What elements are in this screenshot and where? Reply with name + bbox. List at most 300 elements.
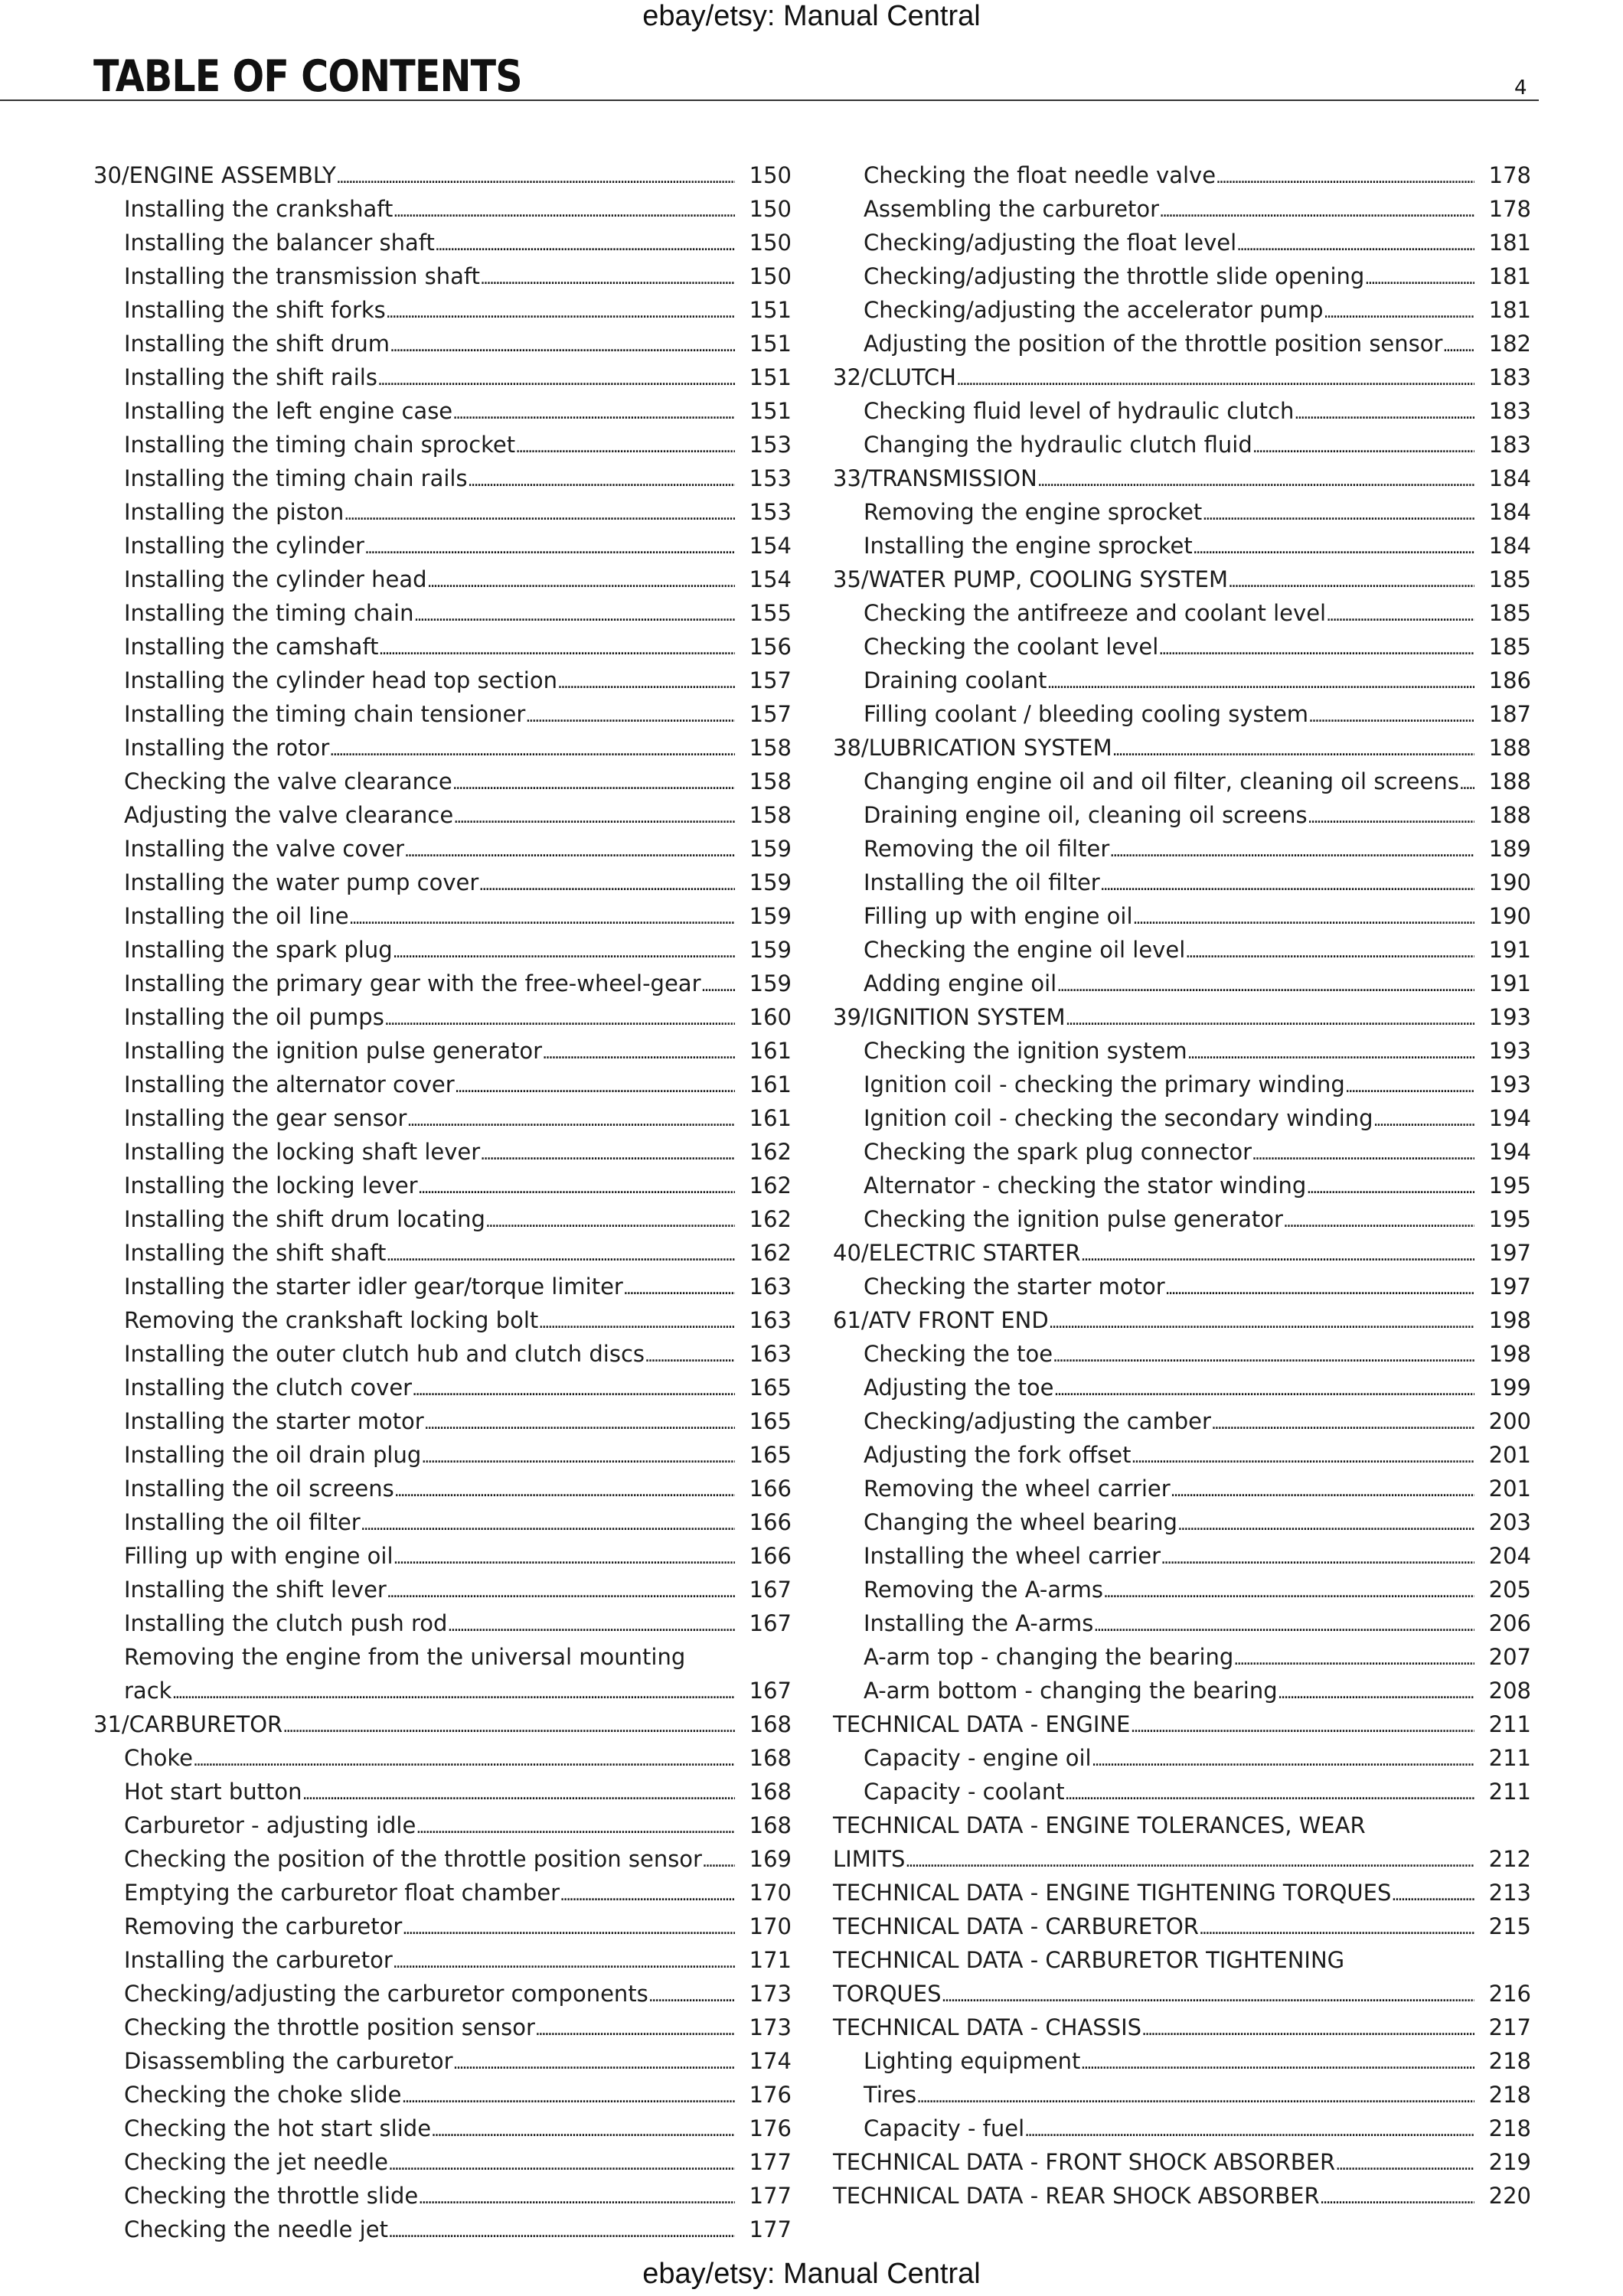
toc-page-number: 217 [1488, 2014, 1531, 2040]
toc-subsection-entry[interactable] [93, 1034, 792, 1068]
toc-leader-dots [416, 1808, 735, 1845]
toc-subsection-entry[interactable] [93, 1202, 792, 1236]
toc-entry-title: Installing the water pump cover [124, 869, 479, 895]
toc-subsection-entry[interactable] [833, 2078, 1531, 2112]
toc-entry-title: Installing the clutch cover [124, 1375, 413, 1401]
toc-entry-title: Installing the oil pumps [124, 1004, 384, 1030]
toc-subsection-entry[interactable] [93, 2011, 792, 2044]
toc-page-number: 178 [1488, 162, 1531, 188]
toc-entry-title: Checking the antifreeze and coolant level [864, 600, 1327, 626]
toc-subsection-entry[interactable] [833, 529, 1531, 563]
toc-leader-dots [1326, 596, 1474, 633]
toc-section-entry[interactable] [833, 1910, 1531, 1943]
toc-leader-dots [1066, 1000, 1474, 1037]
toc-leader-dots [1252, 428, 1474, 465]
toc-subsection-entry[interactable] [833, 1539, 1531, 1573]
toc-subsection-entry[interactable] [833, 1169, 1531, 1202]
toc-leader-dots [1171, 1472, 1474, 1508]
toc-subsection-entry[interactable] [93, 192, 792, 226]
toc-page-number: 177 [749, 2149, 792, 2175]
toc-entry-title: Filling up with engine oil [124, 1543, 394, 1569]
toc-subsection-entry[interactable] [833, 495, 1531, 529]
toc-entry-title: Installing the gear sensor [124, 1105, 407, 1131]
toc-section-entry[interactable] [833, 2011, 1531, 2044]
toc-leader-dots [538, 1303, 735, 1340]
toc-subsection-entry[interactable] [93, 1775, 792, 1808]
toc-entry-title: TECHNICAL DATA - CARBURETOR [833, 1913, 1199, 1939]
toc-section-entry[interactable] [833, 360, 1531, 394]
toc-subsection-entry[interactable] [93, 1842, 792, 1876]
toc-page-number: 207 [1488, 1644, 1531, 1670]
toc-entry-title: Installing the timing chain [124, 600, 414, 626]
toc-page-number: 191 [1488, 970, 1531, 996]
toc-subsection-entry[interactable] [93, 697, 792, 731]
toc-page-number: 156 [749, 634, 792, 660]
toc-subsection-entry[interactable] [93, 1640, 792, 1707]
toc-subsection-entry[interactable] [833, 2044, 1531, 2078]
toc-subsection-entry[interactable] [93, 2213, 792, 2246]
toc-leader-dots [386, 293, 735, 330]
toc-subsection-entry[interactable] [93, 596, 792, 630]
toc-page-number: 218 [1488, 2048, 1531, 2074]
toc-entry-title: 32/CLUTCH [833, 364, 956, 390]
toc-leader-dots [1236, 226, 1474, 263]
toc-leader-dots [1158, 630, 1474, 667]
toc-leader-dots [1133, 899, 1474, 936]
toc-leader-dots [1391, 1876, 1474, 1913]
toc-subsection-entry[interactable] [833, 1472, 1531, 1505]
toc-entry-title: Checking the needle jet [124, 2216, 388, 2242]
toc-leader-dots [302, 1775, 735, 1812]
toc-page-number: 153 [749, 465, 792, 491]
toc-leader-dots [1109, 832, 1474, 869]
toc-page-number: 150 [749, 196, 792, 222]
toc-entry-title: Checking the starter motor [864, 1274, 1165, 1300]
toc-subsection-entry[interactable] [833, 1573, 1531, 1606]
toc-entry-title: TECHNICAL DATA - ENGINE TIGHTENING TORQUES [833, 1880, 1392, 1906]
toc-entry-title: Checking the throttle slide [124, 2183, 419, 2209]
toc-page-number: 206 [1488, 1610, 1531, 1636]
page-number: 4 [1514, 77, 1527, 99]
toc-entry-title: Adding engine oil [864, 970, 1057, 996]
toc-subsection-entry[interactable] [833, 1775, 1531, 1808]
toc-entry-title: Checking the position of the throttle position sensor [124, 1846, 702, 1872]
toc-subsection-entry[interactable] [833, 899, 1531, 933]
toc-entry-title: Installing the oil drain plug [124, 1442, 422, 1468]
toc-page-number: 168 [749, 1711, 792, 1737]
toc-subsection-entry[interactable] [833, 1068, 1531, 1101]
toc-subsection-entry[interactable] [833, 1270, 1531, 1303]
watermark-top: ebay/etsy: Manual Central [642, 0, 981, 32]
toc-subsection-entry[interactable] [93, 327, 792, 360]
toc-entry-title: Removing the engine sprocket [864, 499, 1203, 525]
toc-subsection-entry[interactable] [93, 1910, 792, 1943]
toc-subsection-entry[interactable] [833, 1505, 1531, 1539]
toc-leader-dots [1081, 1236, 1474, 1273]
toc-page-number: 159 [749, 970, 792, 996]
toc-subsection-entry[interactable] [93, 1808, 792, 1842]
toc-leader-dots [1130, 1707, 1474, 1744]
toc-page-number: 189 [1488, 836, 1531, 862]
toc-entry-title: Installing the starter motor [124, 1408, 424, 1434]
toc-page-number: 163 [749, 1274, 792, 1300]
toc-page-number: 195 [1488, 1172, 1531, 1199]
toc-leader-dots [1049, 1303, 1474, 1340]
toc-subsection-entry[interactable] [93, 293, 792, 327]
toc-leader-dots [1185, 933, 1474, 970]
toc-page-number: 173 [749, 1981, 792, 2007]
toc-page-number: 203 [1488, 1509, 1531, 1535]
toc-section-entry[interactable] [833, 1707, 1531, 1741]
toc-entry-title: 40/ELECTRIC STARTER [833, 1240, 1081, 1266]
toc-subsection-entry[interactable] [93, 1573, 792, 1606]
toc-subsection-entry[interactable] [93, 529, 792, 563]
toc-subsection-entry[interactable] [833, 1741, 1531, 1775]
toc-entry-title: Checking fluid level of hydraulic clutch [864, 398, 1295, 424]
toc-leader-dots [1037, 461, 1474, 498]
toc-subsection-entry[interactable] [833, 697, 1531, 731]
toc-entry-title: A-arm bottom - changing the bearing [864, 1678, 1278, 1704]
toc-page-number: 158 [749, 768, 792, 794]
toc-page-number: 199 [1488, 1375, 1531, 1401]
toc-section-entry[interactable] [833, 731, 1531, 765]
toc-subsection-entry[interactable] [93, 1371, 792, 1404]
toc-subsection-entry[interactable] [93, 1236, 792, 1270]
toc-subsection-entry[interactable] [93, 1404, 792, 1438]
toc-subsection-entry[interactable] [93, 664, 792, 697]
toc-entry-title: Installing the crankshaft [124, 196, 394, 222]
toc-subsection-entry[interactable] [833, 1371, 1531, 1404]
toc-page-number: 181 [1488, 263, 1531, 289]
toc-section-entry[interactable] [833, 1876, 1531, 1910]
toc-subsection-entry[interactable] [833, 1606, 1531, 1640]
toc-leader-dots [377, 360, 735, 397]
toc-subsection-entry[interactable] [93, 495, 792, 529]
toc-leader-dots [193, 1741, 735, 1778]
toc-leader-dots [407, 1101, 735, 1138]
toc-section-entry[interactable] [93, 1707, 792, 1741]
toc-subsection-entry[interactable] [93, 967, 792, 1000]
toc-entry-title: Removing the oil filter [864, 836, 1110, 862]
toc-page-number: 158 [749, 735, 792, 761]
toc-page-number: 193 [1488, 1071, 1531, 1097]
toc-page-number: 157 [749, 701, 792, 727]
toc-section-entry[interactable] [833, 1303, 1531, 1337]
toc-section-entry[interactable] [833, 563, 1531, 596]
toc-page-number: 195 [1488, 1206, 1531, 1232]
toc-leader-dots [421, 1438, 735, 1475]
toc-section-entry[interactable] [833, 2179, 1531, 2213]
toc-leader-dots [905, 1842, 1474, 1879]
toc-subsection-entry[interactable] [93, 2078, 792, 2112]
toc-page-number: 165 [749, 1375, 792, 1401]
toc-subsection-entry[interactable] [93, 394, 792, 428]
toc-leader-dots [560, 1876, 735, 1913]
toc-subsection-entry[interactable] [93, 1606, 792, 1640]
toc-section-entry[interactable] [833, 2145, 1531, 2179]
toc-page-number: 163 [749, 1341, 792, 1367]
toc-section-entry[interactable] [833, 1808, 1531, 1876]
toc-page-number: 198 [1488, 1341, 1531, 1367]
toc-entry-title: Checking/adjusting the camber [864, 1408, 1211, 1434]
toc-leader-dots [1053, 1371, 1474, 1407]
toc-leader-dots [453, 2044, 735, 2081]
toc-subsection-entry[interactable] [93, 2179, 792, 2213]
toc-subsection-entry[interactable] [833, 967, 1531, 1000]
toc-subsection-entry[interactable] [833, 327, 1531, 360]
toc-subsection-entry[interactable] [93, 1505, 792, 1539]
toc-leader-dots [435, 226, 735, 263]
toc-subsection-entry[interactable] [833, 293, 1531, 327]
toc-page-number: 188 [1488, 768, 1531, 794]
toc-subsection-entry[interactable] [833, 428, 1531, 461]
toc-subsection-entry[interactable] [93, 933, 792, 967]
toc-subsection-entry[interactable] [93, 1539, 792, 1573]
toc-section-entry[interactable] [833, 1943, 1531, 2011]
toc-subsection-entry[interactable] [93, 1472, 792, 1505]
toc-entry-title: 31/CARBURETOR [93, 1711, 283, 1737]
toc-leader-dots [1177, 1505, 1474, 1542]
toc-subsection-entry[interactable] [93, 731, 792, 765]
toc-leader-dots [1056, 967, 1474, 1003]
toc-section-entry[interactable] [93, 158, 792, 192]
toc-page-number: 159 [749, 869, 792, 895]
toc-page-number: 151 [749, 398, 792, 424]
toc-subsection-entry[interactable] [93, 2145, 792, 2179]
toc-subsection-entry[interactable] [93, 226, 792, 259]
toc-page-number: 159 [749, 937, 792, 963]
toc-subsection-entry[interactable] [93, 1000, 792, 1034]
toc-page-number: 181 [1488, 297, 1531, 323]
toc-entry-title: Choke [124, 1745, 193, 1771]
toc-entry-title: Installing the outer clutch hub and clutch discs [124, 1341, 645, 1367]
toc-entry-title: 61/ATV FRONT END [833, 1307, 1049, 1333]
toc-subsection-entry[interactable] [833, 192, 1531, 226]
toc-subsection-entry[interactable] [833, 1337, 1531, 1371]
toc-page-number: 215 [1488, 1913, 1531, 1939]
toc-subsection-entry[interactable] [833, 1135, 1531, 1169]
toc-entry-title: Adjusting the fork offset [864, 1442, 1132, 1468]
toc-subsection-entry[interactable] [833, 664, 1531, 697]
toc-leader-dots [386, 1236, 735, 1273]
toc-leader-dots [480, 259, 735, 296]
toc-subsection-entry[interactable] [833, 1101, 1531, 1135]
toc-subsection-entry[interactable] [93, 259, 792, 293]
toc-subsection-entry[interactable] [93, 899, 792, 933]
toc-page-number: 161 [749, 1105, 792, 1131]
toc-page-number: 159 [749, 836, 792, 862]
toc-entry-title: Installing the cylinder [124, 533, 364, 559]
toc-subsection-entry[interactable] [93, 2112, 792, 2145]
toc-subsection-entry[interactable] [833, 226, 1531, 259]
toc-subsection-entry[interactable] [93, 1303, 792, 1337]
toc-subsection-entry[interactable] [833, 832, 1531, 866]
toc-subsection-entry[interactable] [93, 1876, 792, 1910]
page-title: TABLE OF CONTENTS [93, 51, 522, 102]
toc-page-number: 218 [1488, 2115, 1531, 2141]
toc-entry-title: Adjusting the valve clearance [124, 802, 454, 828]
toc-leader-dots [387, 1573, 735, 1609]
toc-leader-dots [418, 2179, 735, 2216]
toc-subsection-entry[interactable] [833, 394, 1531, 428]
toc-entry-title: Changing the hydraulic clutch fluid [864, 432, 1252, 458]
toc-entry-title: Installing the shift lever [124, 1577, 387, 1603]
toc-subsection-entry[interactable] [93, 1438, 792, 1472]
toc-entry-title: Checking the toe [864, 1341, 1053, 1367]
toc-subsection-entry[interactable] [93, 1337, 792, 1371]
toc-leader-dots [427, 563, 735, 599]
toc-leader-dots [1159, 192, 1474, 229]
toc-subsection-entry[interactable] [833, 1640, 1531, 1674]
toc-page-number: 183 [1488, 432, 1531, 458]
toc-entry-title: Installing the locking shaft lever [124, 1139, 481, 1165]
toc-entry-title: Installing the shift drum [124, 331, 390, 357]
toc-section-entry[interactable] [833, 461, 1531, 495]
toc-leader-dots [1053, 1337, 1474, 1374]
toc-page-number: 154 [749, 566, 792, 592]
toc-page-number: 188 [1488, 735, 1531, 761]
toc-entry-title: Alternator - checking the stator winding [864, 1172, 1307, 1199]
toc-entry-title: Checking/adjusting the float level [864, 230, 1237, 256]
toc-page-number: 218 [1488, 2082, 1531, 2108]
toc-leader-dots [535, 2011, 735, 2047]
toc-leader-dots [916, 2078, 1474, 2115]
toc-subsection-entry[interactable] [93, 765, 792, 798]
toc-entry-title: Assembling the carburetor [864, 196, 1160, 222]
toc-entry-title: Installing the shift shaft [124, 1240, 387, 1266]
toc-subsection-entry[interactable] [93, 630, 792, 664]
toc-leader-dots [1193, 529, 1474, 566]
toc-subsection-entry[interactable] [833, 933, 1531, 967]
toc-leader-dots [1131, 1438, 1474, 1475]
toc-subsection-entry[interactable] [93, 866, 792, 899]
toc-subsection-entry[interactable] [833, 798, 1531, 832]
toc-leader-dots [424, 1404, 735, 1441]
toc-leader-dots [1216, 158, 1474, 195]
toc-leader-dots [282, 1707, 735, 1744]
toc-subsection-entry[interactable] [833, 866, 1531, 899]
toc-subsection-entry[interactable] [93, 2044, 792, 2078]
toc-subsection-entry[interactable] [833, 596, 1531, 630]
toc-entry-title: Installing the camshaft [124, 634, 379, 660]
toc-page-number: 176 [749, 2115, 792, 2141]
toc-leader-dots [1442, 327, 1474, 364]
toc-page-number: 178 [1488, 196, 1531, 222]
toc-leader-dots [453, 798, 735, 835]
toc-page-number: 201 [1488, 1442, 1531, 1468]
toc-entry-title: Checking the ignition system [864, 1038, 1187, 1064]
toc-leader-dots [329, 731, 735, 768]
toc-subsection-entry[interactable] [93, 1068, 792, 1101]
toc-subsection-entry[interactable] [833, 259, 1531, 293]
toc-page-number: 151 [749, 364, 792, 390]
toc-subsection-entry[interactable] [833, 158, 1531, 192]
toc-leader-dots [1103, 1573, 1474, 1609]
toc-leader-dots [349, 899, 735, 936]
toc-entry-title: Installing the wheel carrier [864, 1543, 1161, 1569]
toc-leader-dots [485, 1202, 735, 1239]
toc-subsection-entry[interactable] [93, 428, 792, 461]
toc-leader-dots [557, 664, 735, 700]
toc-subsection-entry[interactable] [93, 360, 792, 394]
toc-page-number: 166 [749, 1476, 792, 1502]
toc-entry-title: Capacity - fuel [864, 2115, 1025, 2141]
toc-leader-dots [1202, 495, 1474, 532]
toc-page-number: 204 [1488, 1543, 1531, 1569]
toc-entry-title: Checking the jet needle [124, 2149, 388, 2175]
toc-subsection-entry[interactable] [833, 1202, 1531, 1236]
toc-subsection-entry[interactable] [833, 1438, 1531, 1472]
toc-page-number: 176 [749, 2082, 792, 2108]
toc-subsection-entry[interactable] [833, 1404, 1531, 1438]
toc-entry-title: Installing the shift forks [124, 297, 386, 323]
toc-entry-title: 30/ENGINE ASSEMBLY [93, 162, 336, 188]
toc-entry-title: TECHNICAL DATA - CHASSIS [833, 2014, 1142, 2040]
toc-subsection-entry[interactable] [93, 1135, 792, 1169]
toc-entry-title-continued: TORQUES [833, 1981, 942, 2007]
toc-subsection-entry[interactable] [833, 2112, 1531, 2145]
toc-subsection-entry[interactable] [93, 563, 792, 596]
toc-page-number: 198 [1488, 1307, 1531, 1333]
toc-entry-title: Filling coolant / bleeding cooling system [864, 701, 1309, 727]
toc-entry-title: Installing the ignition pulse generator [124, 1038, 543, 1064]
toc-page-number: 155 [749, 600, 792, 626]
toc-entry-title: Checking the float needle valve [864, 162, 1216, 188]
toc-leader-dots [1199, 1910, 1474, 1946]
toc-leader-dots [525, 697, 735, 734]
toc-leader-dots [1187, 1034, 1474, 1071]
toc-entry-title: Installing the cylinder head top section [124, 667, 557, 693]
toc-leader-dots [404, 832, 735, 869]
toc-subsection-entry[interactable] [93, 1741, 792, 1775]
toc-leader-dots [412, 1371, 735, 1407]
toc-subsection-entry[interactable] [833, 1674, 1531, 1707]
toc-subsection-entry[interactable] [93, 1270, 792, 1303]
toc-page-number: 167 [749, 1678, 792, 1704]
toc-page-number: 151 [749, 297, 792, 323]
toc-subsection-entry[interactable] [93, 798, 792, 832]
toc-entry-title: Draining coolant [864, 667, 1047, 693]
toc-leader-dots [1308, 697, 1474, 734]
toc-entry-title: Disassembling the carburetor [124, 2048, 453, 2074]
toc-leader-dots [393, 1943, 735, 1980]
toc-leader-dots [394, 1472, 735, 1508]
toc-subsection-entry[interactable] [93, 1101, 792, 1135]
toc-entry-title-continued: rack [124, 1678, 172, 1704]
toc-page-number: 182 [1488, 331, 1531, 357]
toc-subsection-entry[interactable] [833, 765, 1531, 798]
toc-entry-title: Checking the ignition pulse generator [864, 1206, 1283, 1232]
toc-subsection-entry[interactable] [93, 1943, 792, 1977]
toc-entry-title: Removing the engine from the universal mounting [124, 1644, 686, 1670]
toc-subsection-entry[interactable] [93, 1977, 792, 2011]
toc-subsection-entry[interactable] [833, 630, 1531, 664]
toc-page-number: 162 [749, 1206, 792, 1232]
toc-section-entry[interactable] [833, 1236, 1531, 1270]
toc-section-entry[interactable] [833, 1000, 1531, 1034]
toc-page-number: 216 [1488, 1981, 1531, 2007]
toc-subsection-entry[interactable] [93, 461, 792, 495]
toc-subsection-entry[interactable] [833, 1034, 1531, 1068]
toc-entry-title: 35/WATER PUMP, COOLING SYSTEM [833, 566, 1228, 592]
toc-subsection-entry[interactable] [93, 832, 792, 866]
toc-leader-dots [402, 1910, 735, 1946]
toc-leader-dots [1233, 1640, 1474, 1677]
toc-page-number: 160 [749, 1004, 792, 1030]
toc-entry-title: Installing the left engine case [124, 398, 453, 424]
toc-entry-title: Installing the timing chain rails [124, 465, 468, 491]
toc-subsection-entry[interactable] [93, 1169, 792, 1202]
